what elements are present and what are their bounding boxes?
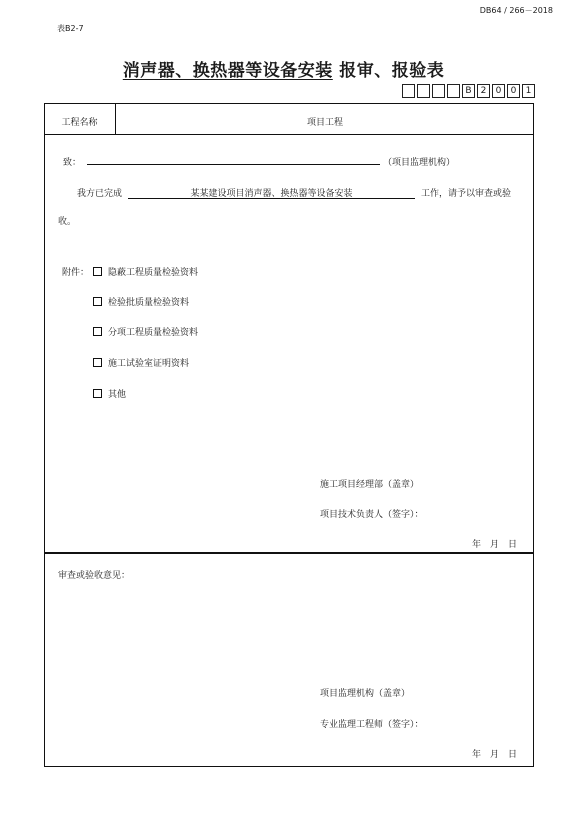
- code-box[interactable]: 0: [492, 84, 505, 98]
- contractor-dept-label: 施工项目经理部（盖章）: [320, 480, 420, 490]
- contractor-date[interactable]: 年 月 日: [472, 540, 518, 550]
- code-box[interactable]: 1: [522, 84, 535, 98]
- review-org-label: 项目监理机构（盖章）: [320, 689, 411, 699]
- code-box[interactable]: [402, 84, 415, 98]
- contractor-person-label[interactable]: 项目技术负责人（签字）：: [320, 510, 424, 520]
- code-box[interactable]: [447, 84, 460, 98]
- to-suffix: （项目监理机构）: [383, 158, 456, 168]
- attachments-label: 附件：: [62, 268, 90, 278]
- attachment-item[interactable]: [93, 325, 198, 338]
- checkbox-icon[interactable]: [93, 267, 102, 276]
- review-opinion-label: 审查或验收意见：: [58, 571, 131, 581]
- checkbox-icon[interactable]: [93, 327, 102, 336]
- project-name-value[interactable]: 项目工程: [306, 118, 343, 128]
- review-engineer-label[interactable]: 专业监理工程师（签字）：: [320, 720, 424, 730]
- checkbox-icon[interactable]: [93, 389, 102, 398]
- to-recipient-field[interactable]: [87, 164, 380, 165]
- form-code: 表B2-7: [57, 24, 84, 33]
- attachment-item-label: 检验批质量检验资料: [108, 298, 190, 308]
- checkbox-icon[interactable]: [93, 358, 102, 367]
- code-box[interactable]: [432, 84, 445, 98]
- attachment-item[interactable]: [93, 356, 189, 369]
- completion-continuation: 收。: [58, 217, 77, 227]
- project-name-label: 工程名称: [61, 118, 98, 128]
- form-title: [0, 56, 567, 81]
- attachment-item-label: 分项工程质量检验资料: [108, 328, 199, 338]
- title-rest: 报审、报验表: [332, 61, 445, 81]
- code-box[interactable]: 0: [507, 84, 520, 98]
- review-date[interactable]: 年 月 日: [472, 750, 518, 760]
- attachment-item-label: 施工试验室证明资料: [108, 359, 190, 369]
- title-underlined: 消声器、换热器等设备安装: [122, 61, 333, 81]
- completion-suffix: 工作，请予以审查或验: [421, 189, 512, 199]
- attachment-item[interactable]: [93, 265, 198, 278]
- code-box[interactable]: 2: [477, 84, 490, 98]
- form-frame: [44, 103, 534, 767]
- code-box[interactable]: [417, 84, 430, 98]
- code-box[interactable]: B: [462, 84, 475, 98]
- attachment-item-label: 其他: [108, 390, 127, 400]
- completion-prefix: 我方已完成: [77, 189, 123, 199]
- attachment-item[interactable]: [93, 295, 189, 308]
- section-divider: [44, 552, 534, 554]
- checkbox-icon[interactable]: [93, 297, 102, 306]
- attachment-item-label: 隐蔽工程质量检验资料: [108, 268, 199, 278]
- to-prefix: 致：: [63, 158, 82, 168]
- attachment-item[interactable]: [93, 387, 126, 400]
- standard-code: DB64 / 266－2018: [479, 6, 553, 15]
- form-number-boxes: [400, 84, 535, 98]
- completion-work-field[interactable]: 某某建设项目消声器、换热器等设备安装: [128, 186, 415, 199]
